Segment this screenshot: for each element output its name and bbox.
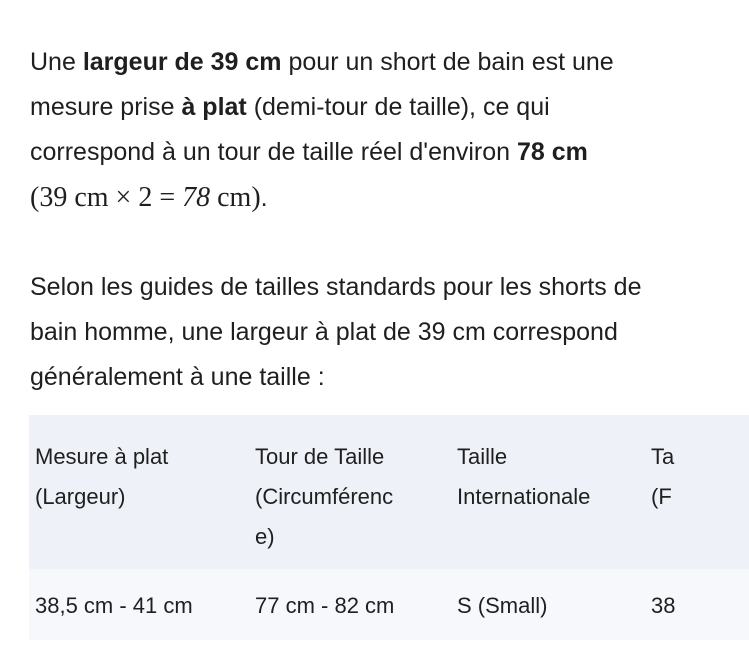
header-text: Mesure à plat (Largeur) [35,444,169,509]
math-result: 78 [182,182,211,213]
paragraph-largeur [30,40,680,220]
header-text: Tour de Taille (Circumférenc e) [255,444,394,549]
size-table-scroll[interactable] [29,415,676,640]
math-mid: 2 = [131,182,183,213]
response-content [30,40,680,400]
header-text: Taille Internationale [457,444,591,509]
bold-largeur: largeur de 39 cm [82,48,282,76]
table-cell: S (Small) [457,593,548,618]
math-formula [30,182,261,213]
bold-a-plat: à plat [181,93,247,121]
table-header-row [29,415,749,569]
table-header-cell [457,415,651,569]
math-period: . [260,184,268,212]
header-text: Ta (F [651,444,675,509]
table-cell: 38,5 cm - 41 cm [35,593,193,618]
paragraph-guides: Selon les guides de tailles standards pour les shorts de bain homme, une largeur à plat de 39 cm correspond généralement à une taille : [30,273,642,391]
bold-78cm: 78 cm [517,138,588,166]
text-run: (demi-tour de taille), ce qui correspond à un tour de taille réel d'environ [30,93,550,166]
math-open: (39 cm [30,182,116,213]
text-run: Une [30,48,83,76]
text-run: pour un short de bain est une mesure prise [30,48,614,121]
table-header-cell [29,415,255,569]
math-times: × [115,182,132,213]
table-header-cell [255,415,457,569]
table-cell: 38 [651,593,676,618]
math-close: cm) [210,182,261,213]
size-table [29,415,749,640]
table-header-cell [651,415,749,569]
table-row [29,569,749,640]
table-cell: 77 cm - 82 cm [255,593,395,618]
